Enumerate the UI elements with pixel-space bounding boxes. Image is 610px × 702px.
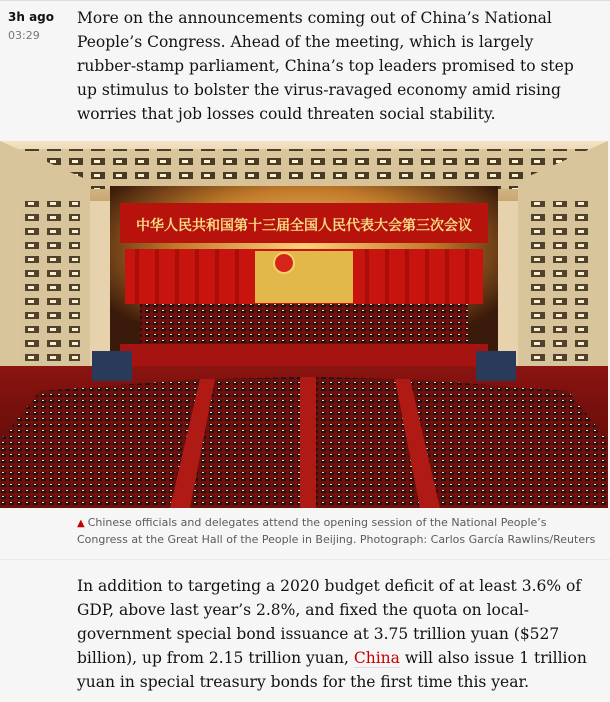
china-topic-link[interactable]: China [353, 649, 400, 667]
caption-triangle-icon: ▲ [77, 518, 85, 529]
entry-timestamp [8, 9, 68, 44]
divider [0, 559, 610, 560]
time-relative[interactable]: 3h ago [8, 10, 55, 24]
caption-text: Chinese officials and delegates attend the opening session of the National People’s Congress at the Great Hall of the People in Beijing. Photograph: Carlos García Rawlins/Reuters [77, 516, 596, 546]
banner-text: 中华人民共和国第十三届全国人民代表大会第三次会议 [136, 218, 472, 234]
great-hall-photo [0, 141, 608, 508]
entry-paragraph-2 [77, 574, 597, 694]
paragraph-2-text-after: will also issue 1 trillion yuan in special treasury bonds for the first time this year. [77, 649, 587, 691]
paragraph-2-text-before: In addition to targeting a 2020 budget deficit of at least 3.6% of GDP, above last year’s 2.8%, and fixed the quota on local-government special bond issuance at 3.75 trillion yuan ($527 billion), up from 2.15 trillion yuan, [77, 577, 582, 667]
time-absolute: 03:29 [8, 29, 40, 42]
photo-caption [77, 515, 597, 548]
entry-paragraph-1: More on the announcements coming out of China’s National People’s Congress. Ahead of the meeting, which is largely rubber-stamp parliament, China’s top leaders promised to step up stimulus to bolster the virus-ravaged economy amid rising worries that job losses could threaten social stability. [77, 9, 574, 123]
